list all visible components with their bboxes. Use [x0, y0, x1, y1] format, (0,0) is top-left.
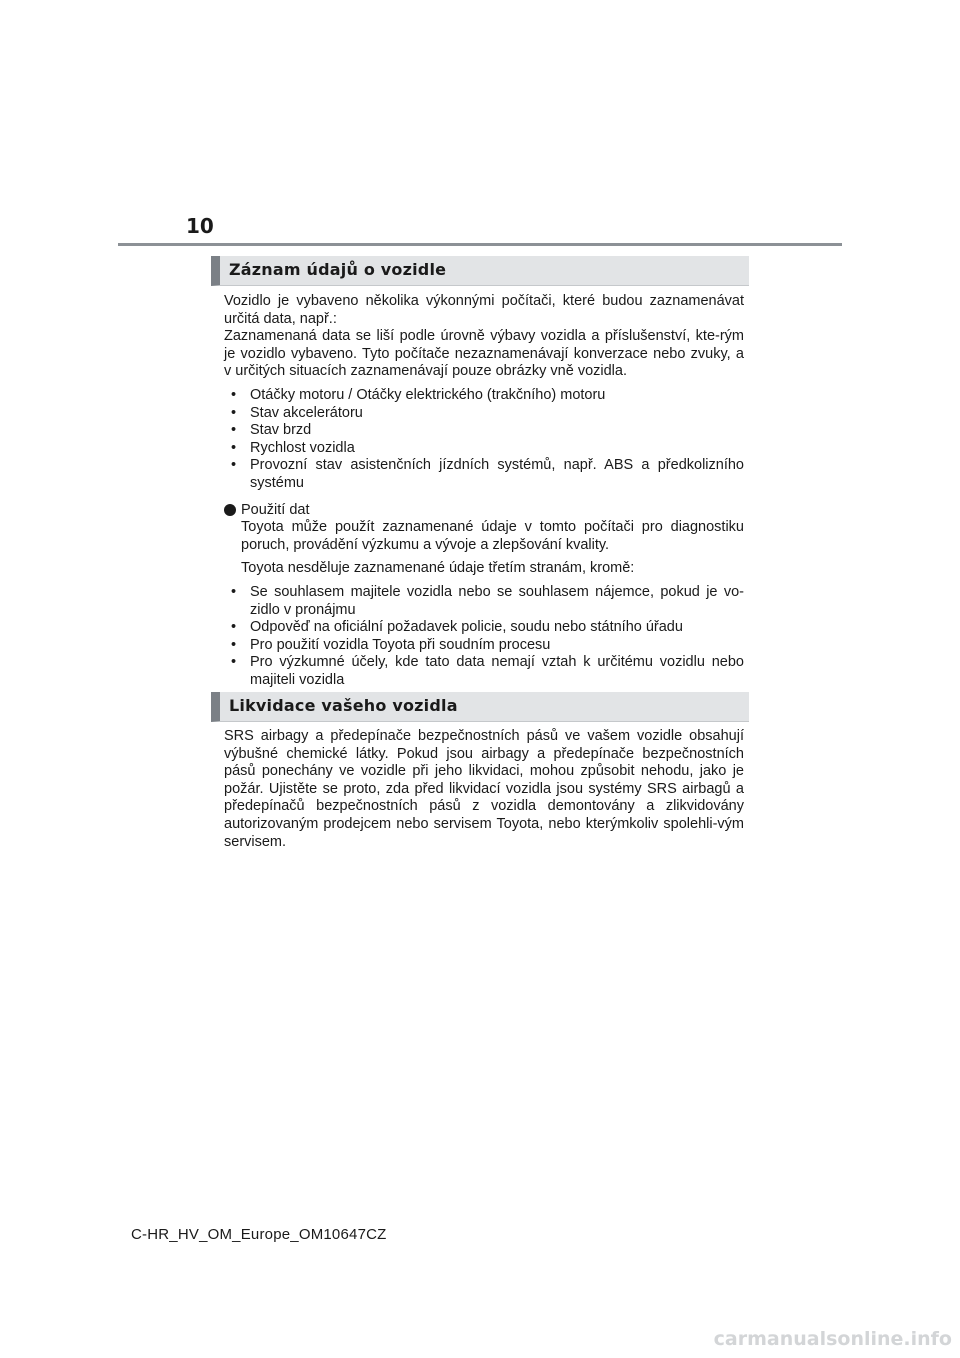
section-title: Záznam údajů o vozidle [229, 260, 447, 279]
list-item: • Pro použití vozidla Toyota při soudním procesu [224, 637, 744, 655]
data-usage-body [224, 519, 744, 689]
disposal-paragraph: SRS airbagy a předepínače bezpečnostních pásů ve vašem vozidle obsahují výbušné chemické látky. Pokud jsou airbagy a předepínače bezpečnostních pásů ponechány ve vozidle při jeho likvidaci, mohou způsobit nehodu, jako je požár. Ujistěte se proto, zda před likvidací vozidla jsou systémy SRS airbagů a předepínačů bezpečnostních pásů z vozidla demontovány a zlikvidovány autorizovaným prodejcem nebo servisem Toyota, nebo kterýmkoliv spolehli-vým servisem. [224, 728, 744, 850]
disclosure-exceptions-list [224, 584, 744, 690]
intro-paragraph: Vozidlo je vybaveno několika výkonnými počítači, které budou zaznamenávat určitá data, např.: [224, 293, 744, 327]
subheading-data-usage [224, 502, 744, 520]
list-item: • Stav akcelerátoru [224, 405, 744, 423]
page-number: 10 [186, 214, 214, 238]
usage-paragraph: Toyota nesděluje zaznamenané údaje třetím stranám, kromě: [241, 560, 635, 577]
section-header-vehicle-disposal [211, 692, 749, 722]
section-title: Likvidace vašeho vozidla [229, 696, 458, 715]
list-item: • Odpověď na oficiální požadavek policie, soudu nebo státního úřadu [224, 619, 744, 637]
header-rule [118, 243, 842, 246]
usage-paragraph: Toyota může použít zaznamenané údaje v tomto počítači pro diagnostiku poruch, provádění výzkumu a vývoje a zlepšování kvality. [241, 519, 744, 553]
list-item: • Pro výzkumné účely, kde tato data nemají vztah k určitému vozidlu nebo majiteli vozidla [224, 654, 744, 689]
list-item: • Stav brzd [224, 422, 744, 440]
section-header-vehicle-data [211, 256, 749, 286]
document-code-footer: C-HR_HV_OM_Europe_OM10647CZ [131, 1226, 387, 1243]
list-item: • Otáčky motoru / Otáčky elektrického (trakčního) motoru [224, 387, 744, 405]
intro-paragraph: Zaznamenaná data se liší podle úrovně výbavy vozidla a příslušenství, kte-rým je vozidlo vybaveno. Tyto počítače nezaznamenávají konverzace nebo zvuky, a v určitých situacích zaznamenávají pouze obrázky vně vozidla. [224, 328, 744, 380]
section-body-vehicle-disposal [224, 728, 744, 851]
list-item: • Se souhlasem majitele vozidla nebo se souhlasem nájemce, pokud je vo-zidlo v pronájmu [224, 584, 744, 619]
list-item: • Provozní stav asistenčních jízdních systémů, např. ABS a předkolizního systému [224, 457, 744, 492]
list-item: • Rychlost vozidla [224, 440, 744, 458]
recorded-data-list [224, 387, 744, 493]
section-body-vehicle-data [224, 293, 744, 689]
subheading-text: Použití dat [241, 501, 310, 518]
watermark: carmanualsonline.info [713, 1328, 952, 1350]
bullet-circle-icon [224, 504, 236, 516]
